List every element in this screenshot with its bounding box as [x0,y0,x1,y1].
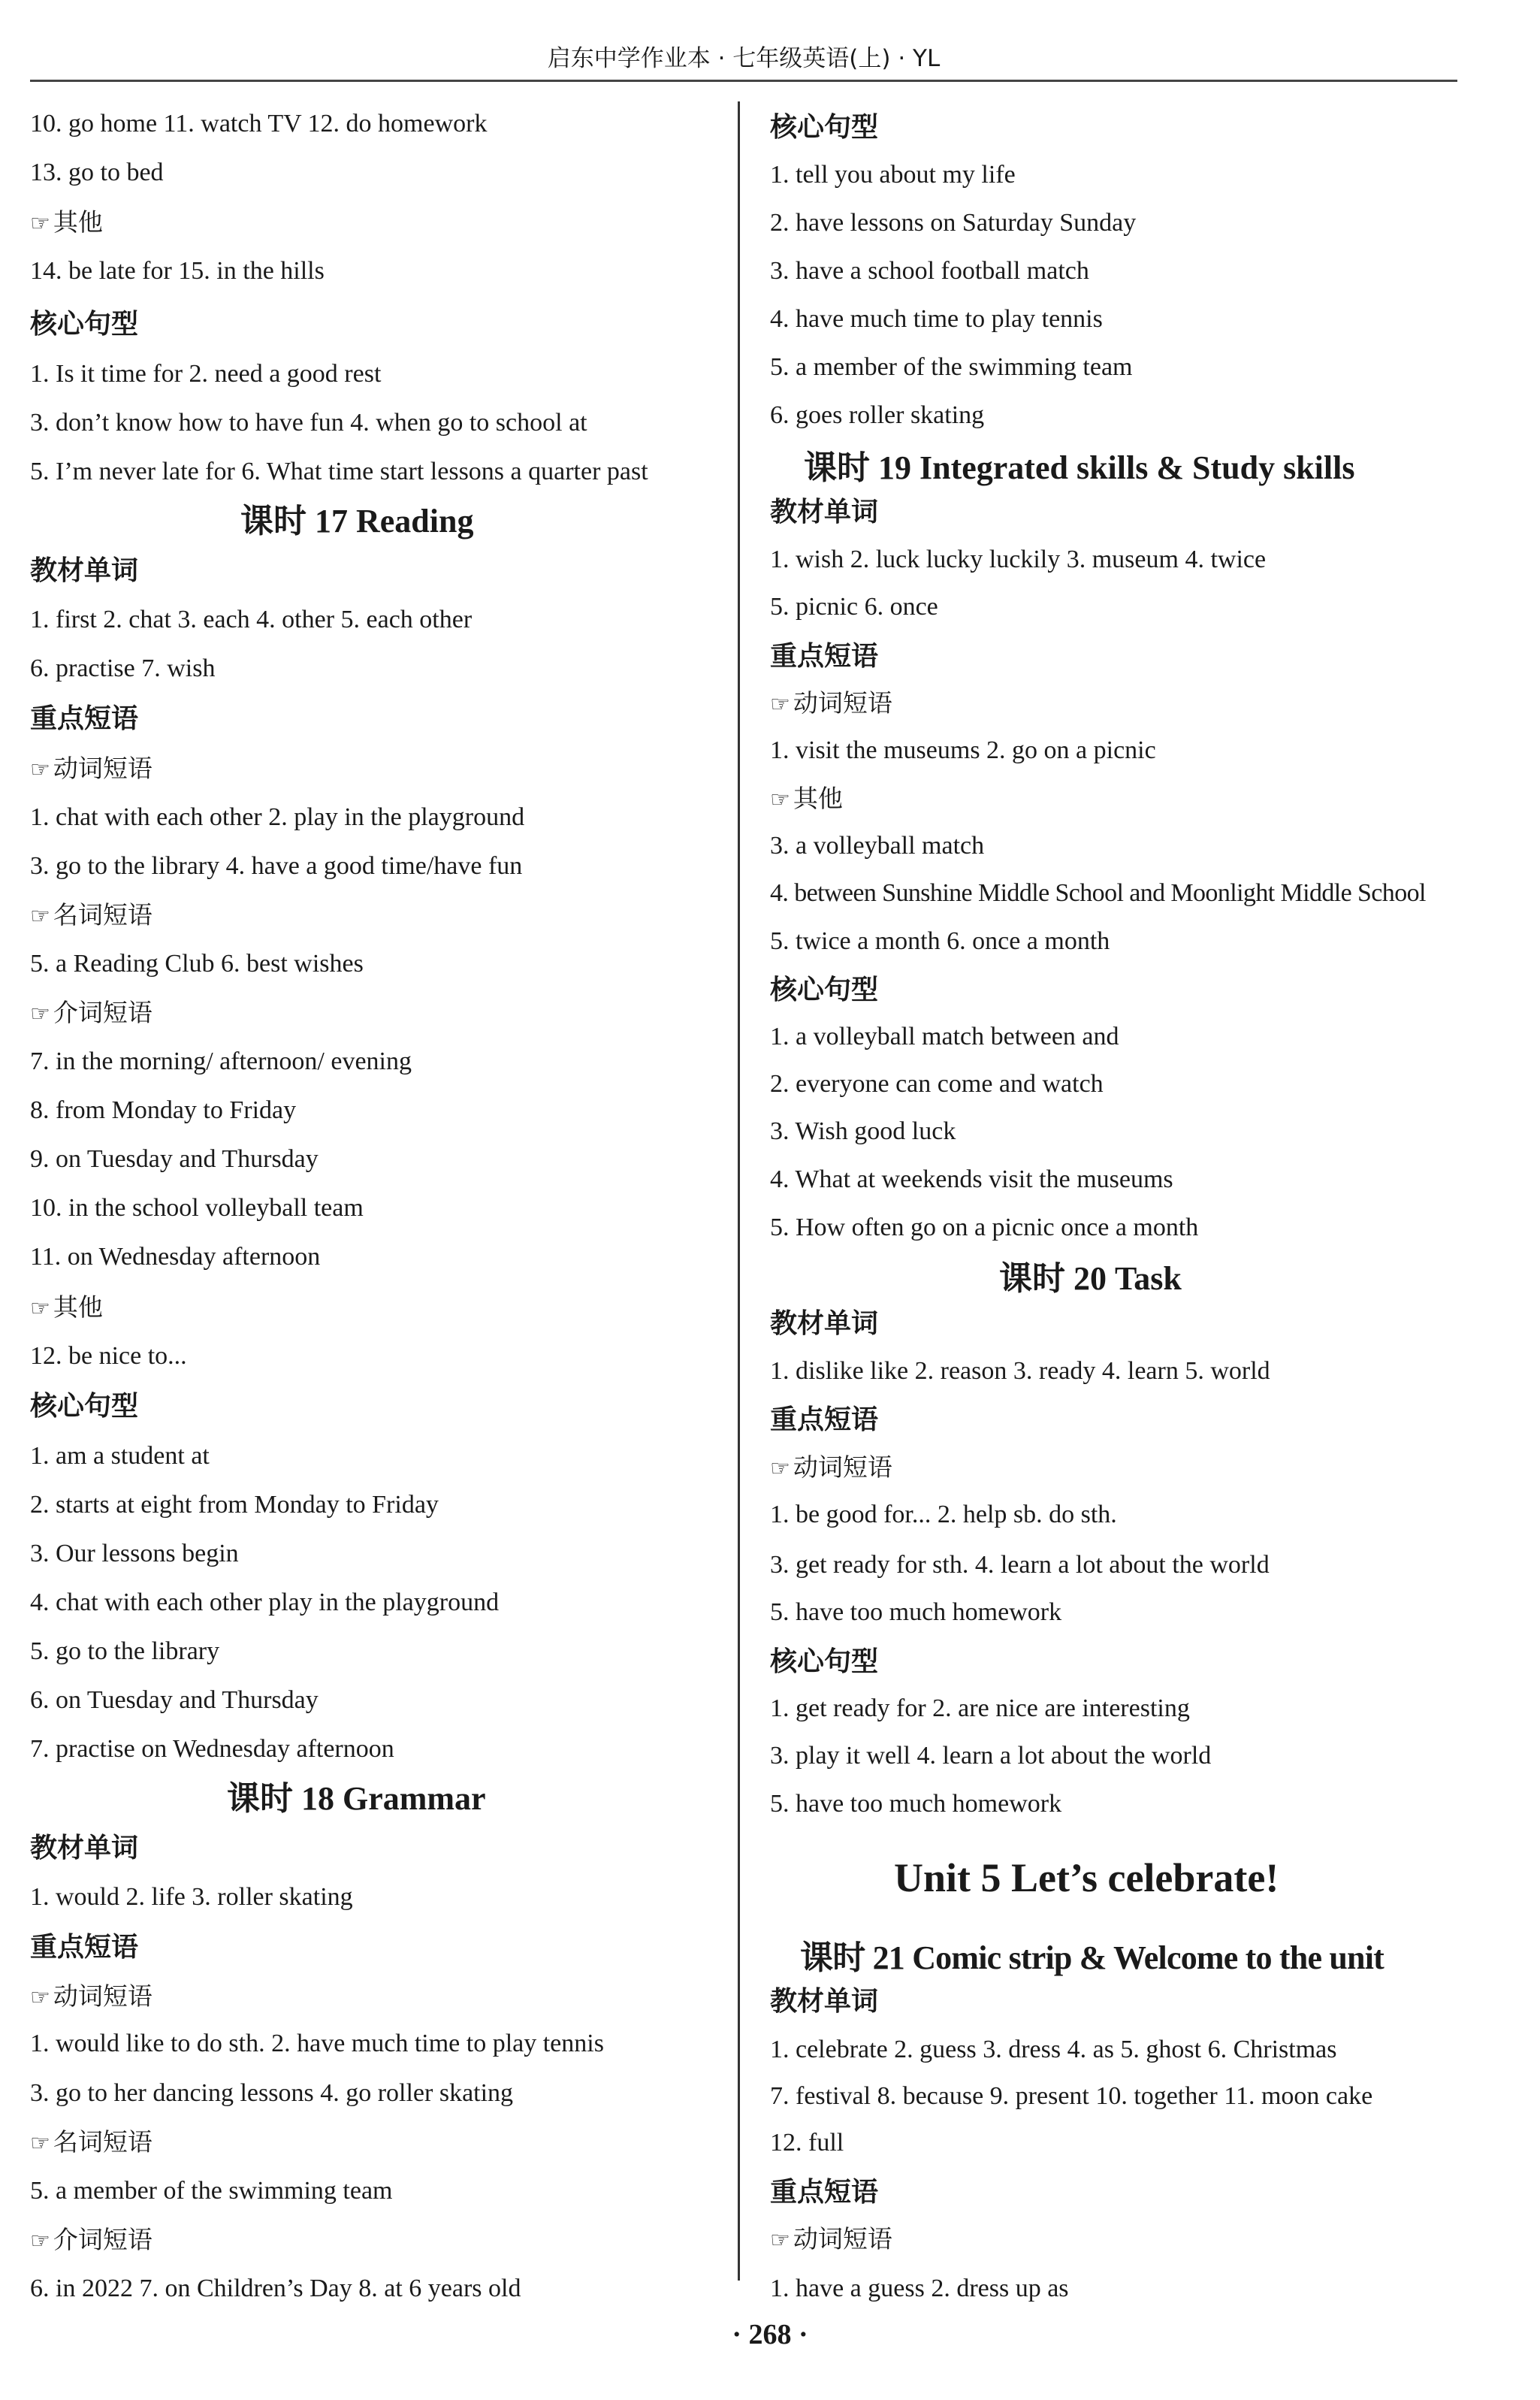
answer-line: 6. on Tuesday and Thursday [30,1686,319,1714]
lesson-title: 课时 19 Integrated skills & Study skills [804,449,1355,486]
answer-line: 4. between Sunshine Middle School and Moonlight Middle School [770,879,1426,907]
section-heading: 核心句型 [770,1646,879,1677]
running-header [30,44,1457,82]
answer-line: 1. dislike like 2. reason 3. ready 4. learn 5. world [770,1357,1270,1385]
pointing-hand-icon: ☞ [770,691,790,718]
answer-line: 2. starts at eight from Monday to Friday [30,1491,439,1519]
answer-line: 4. chat with each other play in the playground [30,1588,500,1616]
answer-line: 6. goes roller skating [770,401,985,429]
section-heading: 重点短语 [770,2177,879,2208]
answer-line: 3. go to her dancing lessons 4. go roller skating [30,2079,514,2107]
pointing-hand-icon: ☞ [30,1001,50,1027]
lesson-title: 课时 18 Grammar [227,1780,486,1817]
answer-line: 2. have lessons on Saturday Sunday [770,209,1137,237]
answer-line: 2. everyone can come and watch [770,1070,1104,1098]
lesson-title: 课时 17 Reading [240,503,474,540]
answer-line: 1. chat with each other 2. play in the playground [30,803,525,831]
answer-line: 1. a volleyball match between and [770,1023,1119,1050]
answer-line: 1. have a guess 2. dress up as [770,2275,1069,2302]
answer-line: 1. be good for... 2. help sb. do sth. [770,1501,1117,1528]
pointing-hand-icon: ☞ [770,2227,790,2253]
pointing-hand-icon: ☞ [30,1295,50,1322]
section-heading: 重点短语 [30,1932,139,1963]
pointing-hand-icon: ☞ [30,903,50,929]
answer-line: 5. How often go on a picnic once a month [770,1214,1199,1241]
lesson-title: 课时 20 Task [999,1260,1182,1297]
answer-line: 10. in the school volleyball team [30,1194,364,1222]
answer-line: 8. from Monday to Friday [30,1096,297,1124]
section-heading: 核心句型 [770,975,879,1005]
subheading-verb-phrases: ☞ 动词短语 [770,1452,892,1484]
answer-line: 1. would like to do sth. 2. have much time to play tennis [30,2030,604,2057]
answer-line: 3. Wish good luck [770,1117,956,1145]
answer-line: 5. picnic 6. once [770,593,938,621]
answer-line: 1. get ready for 2. are nice are interesting [770,1694,1190,1722]
answer-line: 7. practise on Wednesday afternoon [30,1735,394,1763]
column-divider [738,101,740,2281]
answer-line: 5. a member of the swimming team [30,2177,393,2205]
pointing-hand-icon: ☞ [30,2130,50,2157]
answer-line: 3. a volleyball match [770,832,985,860]
answer-line: 3. go to the library 4. have a good time/have fun [30,852,523,880]
answer-line: 4. have much time to play tennis [770,305,1103,333]
section-heading: 核心句型 [30,1391,139,1422]
pointing-hand-icon: ☞ [30,757,50,783]
answer-line: 1. first 2. chat 3. each 4. other 5. each other [30,606,473,633]
subheading-verb-phrases: ☞ 动词短语 [30,1981,152,2013]
section-heading: 核心句型 [770,112,879,143]
pointing-hand-icon: ☞ [30,1984,50,2011]
subheading-verb-phrases: ☞ 动词短语 [770,688,892,720]
answer-line: 1. would 2. life 3. roller skating [30,1883,353,1911]
section-heading: 核心句型 [30,309,139,340]
answer-line: 9. on Tuesday and Thursday [30,1145,319,1173]
answer-line: 5. have too much homework [770,1598,1062,1626]
subheading-other: ☞ 其他 [30,1292,103,1324]
answer-line: 7. festival 8. because 9. present 10. together 11. moon cake [770,2082,1373,2110]
answer-line: 1. tell you about my life [770,161,1016,189]
answer-line: 12. be nice to... [30,1342,187,1370]
answer-line: 6. in 2022 7. on Children’s Day 8. at 6 years old [30,2275,521,2302]
answer-line: 3. Our lessons begin [30,1540,239,1567]
pointing-hand-icon: ☞ [30,2228,50,2254]
answer-line: 1. celebrate 2. guess 3. dress 4. as 5. ghost 6. Christmas [770,2036,1337,2063]
answer-line: 5. I’m never late for 6. What time start lessons a quarter past [30,458,648,485]
answer-line: 1. wish 2. luck lucky luckily 3. museum 4. twice [770,546,1267,573]
subheading-verb-phrases: ☞ 动词短语 [770,2224,892,2256]
section-heading: 重点短语 [770,1404,879,1435]
answer-line: 5. twice a month 6. once a month [770,927,1110,955]
answer-line: 5. go to the library [30,1637,220,1665]
subheading-other: ☞ 其他 [770,784,843,815]
answer-line: 7. in the morning/ afternoon/ evening [30,1047,412,1075]
answer-line: 4. What at weekends visit the museums [770,1165,1173,1193]
answer-line: 13. go to bed [30,159,164,186]
page-number: · 268 · [732,2319,808,2350]
section-heading: 教材单词 [770,497,879,527]
subheading-other: ☞ 其他 [30,207,103,239]
answer-line: 11. on Wednesday afternoon [30,1243,321,1271]
pointing-hand-icon: ☞ [770,1455,790,1482]
lesson-title: 课时 21 Comic strip & Welcome to the unit [800,1939,1384,1976]
subheading-noun-phrases: ☞ 名词短语 [30,2127,152,2159]
answer-line: 3. don’t know how to have fun 4. when go to school at [30,409,587,437]
section-heading: 重点短语 [770,641,879,672]
answer-line: 3. have a school football match [770,257,1089,285]
answer-line: 1. am a student at [30,1442,210,1470]
answer-line: 14. be late for 15. in the hills [30,257,325,285]
answer-line: 12. full [770,2129,844,2157]
header-title: 启东中学作业本 · 七年级英语(上) · YL [547,45,941,72]
answer-line: 3. get ready for sth. 4. learn a lot about the world [770,1551,1270,1579]
answer-line: 3. play it well 4. learn a lot about the world [770,1742,1212,1770]
section-heading: 教材单词 [30,1833,139,1863]
subheading-noun-phrases: ☞ 名词短语 [30,900,152,932]
subheading-verb-phrases: ☞ 动词短语 [30,754,152,785]
answer-line: 5. a Reading Club 6. best wishes [30,950,364,978]
section-heading: 教材单词 [770,1986,879,2017]
answer-line: 5. a member of the swimming team [770,353,1133,381]
answer-line: 1. visit the museums 2. go on a picnic [770,736,1156,764]
answer-line: 5. have too much homework [770,1790,1062,1818]
answer-line: 10. go home 11. watch TV 12. do homework [30,110,488,138]
section-heading: 教材单词 [30,555,139,586]
subheading-prep-phrases: ☞ 介词短语 [30,2225,152,2256]
unit-title: Unit 5 Let’s celebrate! [894,1855,1279,1900]
answer-line: 1. Is it time for 2. need a good rest [30,360,382,388]
subheading-prep-phrases: ☞ 介词短语 [30,998,152,1029]
pointing-hand-icon: ☞ [770,787,790,813]
answer-line: 6. practise 7. wish [30,654,216,682]
pointing-hand-icon: ☞ [30,210,50,237]
section-heading: 教材单词 [770,1308,879,1339]
section-heading: 重点短语 [30,703,139,734]
